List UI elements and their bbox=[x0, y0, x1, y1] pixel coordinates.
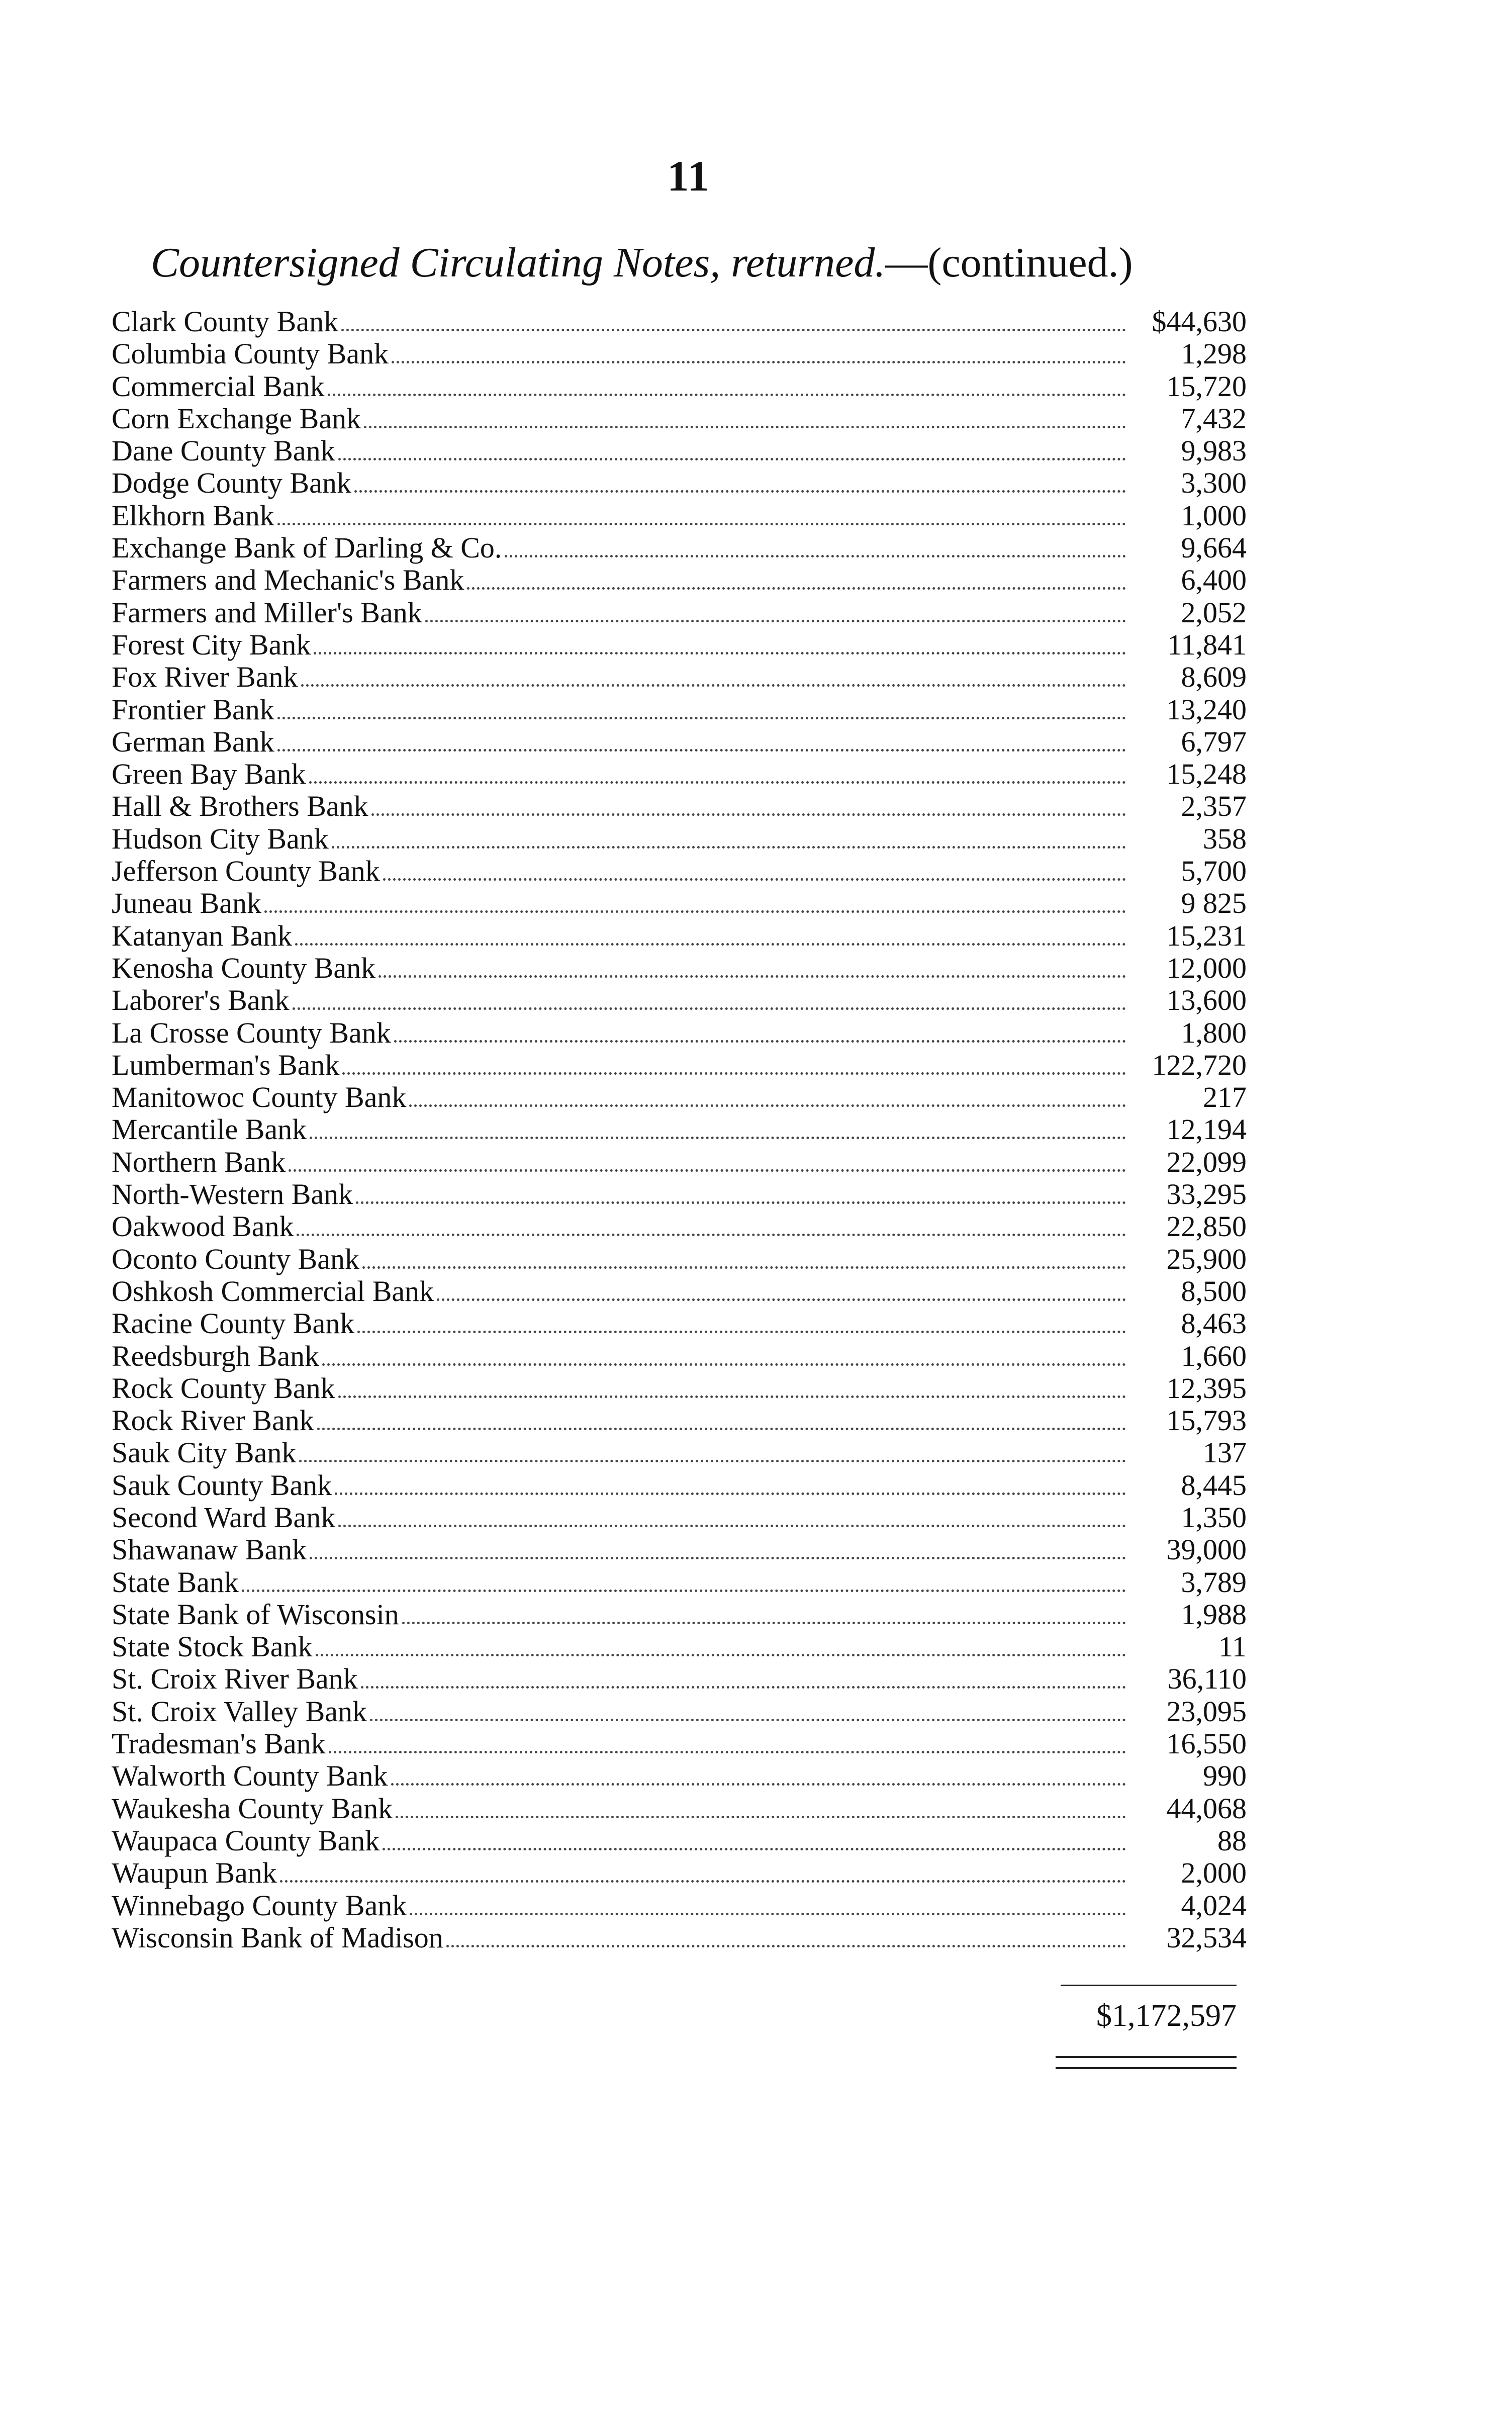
bank-amount: 12,000 bbox=[1166, 951, 1247, 984]
page-number: 11 bbox=[667, 152, 710, 200]
bank-name: St. Croix River Bank bbox=[112, 1662, 358, 1696]
list-item bbox=[112, 1437, 1247, 1469]
bank-name: Clark County Bank bbox=[112, 305, 339, 338]
dot-leader bbox=[332, 846, 1126, 849]
bank-amount: 22,099 bbox=[1166, 1145, 1247, 1178]
bank-amount: 1,350 bbox=[1181, 1501, 1247, 1534]
section-heading bbox=[151, 238, 1232, 287]
dot-leader bbox=[338, 1525, 1126, 1527]
dot-leader bbox=[322, 1363, 1126, 1366]
bank-amount: 2,000 bbox=[1181, 1856, 1247, 1890]
bank-amount: 88 bbox=[1217, 1824, 1247, 1857]
list-item bbox=[112, 1049, 1247, 1081]
bank-amount: 44,068 bbox=[1166, 1792, 1247, 1825]
dot-leader bbox=[310, 1137, 1126, 1139]
bank-amount: 39,000 bbox=[1166, 1533, 1247, 1566]
bank-amount: 1,800 bbox=[1181, 1016, 1247, 1049]
dot-leader bbox=[289, 1169, 1126, 1172]
list-item bbox=[112, 370, 1247, 403]
dot-leader bbox=[280, 1880, 1126, 1883]
dot-leader bbox=[383, 1848, 1126, 1850]
bank-name: Forest City Bank bbox=[112, 628, 311, 661]
bank-name: Wisconsin Bank of Madison bbox=[112, 1921, 443, 1954]
dot-leader bbox=[309, 781, 1126, 784]
section-heading-title: Countersigned Circulating Notes, returned. bbox=[151, 239, 886, 286]
bank-name: State Bank of Wisconsin bbox=[112, 1598, 399, 1631]
bank-name: Dane County Bank bbox=[112, 434, 335, 468]
list-item bbox=[112, 694, 1247, 726]
bank-amount: 15,248 bbox=[1166, 758, 1247, 791]
bank-name: State Stock Bank bbox=[112, 1630, 313, 1663]
list-item bbox=[112, 1210, 1247, 1243]
list-item bbox=[112, 1857, 1247, 1889]
bank-name: Juneau Bank bbox=[112, 887, 261, 920]
bank-amount: 11,841 bbox=[1167, 628, 1247, 661]
dot-leader bbox=[299, 1460, 1126, 1462]
dot-leader bbox=[410, 1913, 1126, 1915]
bank-name: Oshkosh Commercial Bank bbox=[112, 1274, 434, 1308]
bank-name: Racine County Bank bbox=[112, 1307, 355, 1340]
bank-name: La Crosse County Bank bbox=[112, 1016, 391, 1049]
bank-name: Exchange Bank of Darling & Co. bbox=[112, 531, 502, 565]
bank-amount: 16,550 bbox=[1166, 1727, 1247, 1760]
dot-leader bbox=[356, 1201, 1126, 1204]
bank-amount: 8,609 bbox=[1181, 661, 1247, 694]
bank-name: Waukesha County Bank bbox=[112, 1792, 393, 1825]
bank-amount: 32,534 bbox=[1166, 1921, 1247, 1954]
bank-amount: 12,194 bbox=[1166, 1113, 1247, 1146]
bank-amount: 3,789 bbox=[1181, 1565, 1247, 1599]
bank-name: Rock County Bank bbox=[112, 1371, 335, 1405]
bank-amount: 217 bbox=[1203, 1081, 1247, 1114]
bank-name: Rock River Bank bbox=[112, 1404, 314, 1437]
list-item bbox=[112, 1340, 1247, 1372]
list-item bbox=[112, 1631, 1247, 1663]
list-item bbox=[112, 1890, 1247, 1922]
list-item bbox=[112, 726, 1247, 758]
bank-amount: 22,850 bbox=[1166, 1210, 1247, 1243]
bank-name: Second Ward Bank bbox=[112, 1501, 336, 1534]
bank-amount: 7,432 bbox=[1181, 402, 1247, 435]
list-item bbox=[112, 532, 1247, 564]
dot-leader bbox=[242, 1590, 1126, 1592]
list-item bbox=[112, 629, 1247, 661]
list-item bbox=[112, 435, 1247, 467]
dot-leader bbox=[425, 620, 1126, 622]
list-item bbox=[112, 1760, 1247, 1792]
dot-leader bbox=[370, 1719, 1126, 1721]
bank-name: Hudson City Bank bbox=[112, 822, 329, 855]
list-item bbox=[112, 1017, 1247, 1049]
bank-name: Laborer's Bank bbox=[112, 984, 290, 1017]
bank-amount: 1,660 bbox=[1181, 1339, 1247, 1372]
dot-leader bbox=[335, 1492, 1126, 1495]
dot-leader bbox=[293, 1007, 1126, 1010]
dot-leader bbox=[446, 1945, 1126, 1947]
list-item bbox=[112, 1599, 1247, 1631]
dot-leader bbox=[402, 1622, 1126, 1624]
bank-name: St. Croix Valley Bank bbox=[112, 1695, 367, 1728]
dot-leader bbox=[342, 1072, 1126, 1075]
bank-name: State Bank bbox=[112, 1565, 239, 1599]
bank-amount: 2,357 bbox=[1181, 790, 1247, 823]
dot-leader bbox=[362, 1266, 1126, 1269]
dot-leader bbox=[392, 361, 1126, 363]
dot-leader bbox=[383, 878, 1126, 881]
bank-amount: 137 bbox=[1203, 1436, 1247, 1469]
double-rule bbox=[1056, 2056, 1237, 2069]
bank-amount: 36,110 bbox=[1167, 1662, 1247, 1696]
bank-name: German Bank bbox=[112, 725, 274, 758]
dot-leader bbox=[338, 1395, 1126, 1398]
bank-amount: 1,298 bbox=[1181, 337, 1247, 370]
bank-amount: 15,720 bbox=[1166, 369, 1247, 403]
dot-leader bbox=[391, 1783, 1126, 1786]
bank-amount: 15,793 bbox=[1166, 1404, 1247, 1437]
dot-leader bbox=[297, 1234, 1126, 1236]
bank-name: Jefferson County Bank bbox=[112, 855, 380, 888]
dot-leader bbox=[361, 1686, 1126, 1689]
bank-name: Columbia County Bank bbox=[112, 337, 389, 370]
dot-leader bbox=[357, 1331, 1126, 1333]
bank-name: Lumberman's Bank bbox=[112, 1048, 340, 1081]
dot-leader bbox=[314, 652, 1126, 655]
list-item bbox=[112, 403, 1247, 435]
list-item bbox=[112, 1663, 1247, 1695]
bank-name: Commercial Bank bbox=[112, 369, 325, 403]
dot-leader bbox=[264, 910, 1126, 913]
list-item bbox=[112, 597, 1247, 629]
dot-leader bbox=[394, 1040, 1126, 1043]
dot-leader bbox=[317, 1428, 1126, 1430]
list-item bbox=[112, 887, 1247, 919]
bank-name: Walworth County Bank bbox=[112, 1759, 388, 1793]
dot-leader bbox=[277, 717, 1126, 719]
list-item bbox=[112, 920, 1247, 952]
list-item bbox=[112, 1372, 1247, 1405]
list-item bbox=[112, 1534, 1247, 1566]
bank-name: Shawanaw Bank bbox=[112, 1533, 307, 1566]
list-item bbox=[112, 1825, 1247, 1857]
bank-amount: 8,500 bbox=[1181, 1274, 1247, 1308]
dot-leader bbox=[437, 1298, 1126, 1301]
list-item bbox=[112, 952, 1247, 984]
bank-name: Sauk County Bank bbox=[112, 1468, 332, 1502]
bank-name: Manitowoc County Bank bbox=[112, 1081, 407, 1114]
list-item bbox=[112, 1081, 1247, 1113]
list-item bbox=[112, 1696, 1247, 1728]
list-item bbox=[112, 1113, 1247, 1146]
bank-amount: 9 825 bbox=[1181, 887, 1247, 920]
bank-name: Frontier Bank bbox=[112, 693, 274, 726]
bank-amount: 25,900 bbox=[1166, 1242, 1247, 1275]
list-item bbox=[112, 661, 1247, 693]
bank-amount: 11 bbox=[1218, 1630, 1247, 1663]
bank-amount: 23,095 bbox=[1166, 1695, 1247, 1728]
bank-name: Waupun Bank bbox=[112, 1856, 277, 1890]
bank-list bbox=[112, 306, 1247, 1954]
bank-amount: 3,300 bbox=[1181, 466, 1247, 500]
dot-leader bbox=[396, 1816, 1126, 1818]
bank-name: Mercantile Bank bbox=[112, 1113, 307, 1146]
list-item bbox=[112, 1405, 1247, 1437]
dot-leader bbox=[364, 426, 1126, 428]
dot-leader bbox=[301, 684, 1126, 687]
dot-leader bbox=[409, 1104, 1126, 1107]
dot-leader bbox=[316, 1654, 1126, 1656]
bank-amount: 1,000 bbox=[1181, 499, 1247, 532]
list-item bbox=[112, 467, 1247, 499]
dot-leader bbox=[341, 329, 1126, 331]
bank-name: Farmers and Miller's Bank bbox=[112, 596, 422, 629]
dot-leader bbox=[505, 555, 1126, 557]
list-item bbox=[112, 758, 1247, 790]
bank-name: Tradesman's Bank bbox=[112, 1727, 326, 1760]
bank-amount: 8,445 bbox=[1181, 1468, 1247, 1502]
bank-amount: 12,395 bbox=[1166, 1371, 1247, 1405]
bank-name: Farmers and Mechanic's Bank bbox=[112, 564, 464, 597]
bank-amount: 13,240 bbox=[1166, 693, 1247, 726]
bank-name: North-Western Bank bbox=[112, 1178, 353, 1211]
dot-leader bbox=[328, 394, 1126, 396]
list-item bbox=[112, 1793, 1247, 1825]
bank-amount: 9,983 bbox=[1181, 434, 1247, 468]
bank-name: Waupaca County Bank bbox=[112, 1824, 380, 1857]
bank-amount: 13,600 bbox=[1166, 984, 1247, 1017]
list-item bbox=[112, 306, 1247, 338]
bank-name: Fox River Bank bbox=[112, 661, 298, 694]
section-heading-suffix: —(continued.) bbox=[885, 239, 1133, 286]
bank-amount: $44,630 bbox=[1152, 305, 1247, 338]
bank-amount: 358 bbox=[1203, 822, 1247, 855]
bank-name: Northern Bank bbox=[112, 1145, 286, 1178]
total-rule bbox=[1061, 1985, 1237, 1986]
dot-leader bbox=[329, 1751, 1126, 1753]
list-item bbox=[112, 1469, 1247, 1502]
bank-name: Sauk City Bank bbox=[112, 1436, 297, 1469]
bank-amount: 15,231 bbox=[1166, 919, 1247, 952]
bank-name: Winnebago County Bank bbox=[112, 1889, 407, 1922]
dot-leader bbox=[371, 813, 1126, 816]
bank-amount: 1,988 bbox=[1181, 1598, 1247, 1631]
dot-leader bbox=[467, 587, 1126, 590]
bank-name: Oakwood Bank bbox=[112, 1210, 294, 1243]
bank-amount: 33,295 bbox=[1166, 1178, 1247, 1211]
bank-name: Oconto County Bank bbox=[112, 1242, 359, 1275]
list-item bbox=[112, 1566, 1247, 1599]
bank-name: Dodge County Bank bbox=[112, 466, 351, 500]
list-item bbox=[112, 1275, 1247, 1308]
bank-name: Green Bay Bank bbox=[112, 758, 306, 791]
list-item bbox=[112, 984, 1247, 1016]
dot-leader bbox=[277, 749, 1126, 752]
bank-amount: 2,052 bbox=[1181, 596, 1247, 629]
list-item bbox=[112, 790, 1247, 822]
bank-amount: 990 bbox=[1203, 1759, 1247, 1793]
list-item bbox=[112, 1502, 1247, 1534]
bank-amount: 5,700 bbox=[1181, 855, 1247, 888]
bank-amount: 122,720 bbox=[1152, 1048, 1247, 1081]
dot-leader bbox=[354, 490, 1126, 493]
bank-amount: 4,024 bbox=[1181, 1889, 1247, 1922]
bank-name: Hall & Brothers Bank bbox=[112, 790, 368, 823]
list-item bbox=[112, 564, 1247, 596]
list-item bbox=[112, 338, 1247, 370]
bank-amount: 9,664 bbox=[1181, 531, 1247, 565]
dot-leader bbox=[277, 523, 1126, 525]
bank-name: Elkhorn Bank bbox=[112, 499, 274, 532]
grand-total: $1,172,597 bbox=[1096, 1999, 1237, 2033]
list-item bbox=[112, 1146, 1247, 1178]
bank-name: Reedsburgh Bank bbox=[112, 1339, 319, 1372]
list-item bbox=[112, 1922, 1247, 1954]
bank-name: Katanyan Bank bbox=[112, 919, 293, 952]
dot-leader bbox=[379, 975, 1126, 978]
list-item bbox=[112, 500, 1247, 532]
dot-leader bbox=[338, 458, 1126, 460]
bank-name: Kenosha County Bank bbox=[112, 951, 376, 984]
list-item bbox=[112, 1243, 1247, 1275]
bank-amount: 6,400 bbox=[1181, 564, 1247, 597]
list-item bbox=[112, 1728, 1247, 1760]
list-item bbox=[112, 855, 1247, 887]
dot-leader bbox=[310, 1557, 1126, 1559]
list-item bbox=[112, 823, 1247, 855]
list-item bbox=[112, 1178, 1247, 1210]
dot-leader bbox=[295, 943, 1126, 946]
bank-name: Corn Exchange Bank bbox=[112, 402, 361, 435]
bank-amount: 6,797 bbox=[1181, 725, 1247, 758]
list-item bbox=[112, 1308, 1247, 1340]
bank-amount: 8,463 bbox=[1181, 1307, 1247, 1340]
